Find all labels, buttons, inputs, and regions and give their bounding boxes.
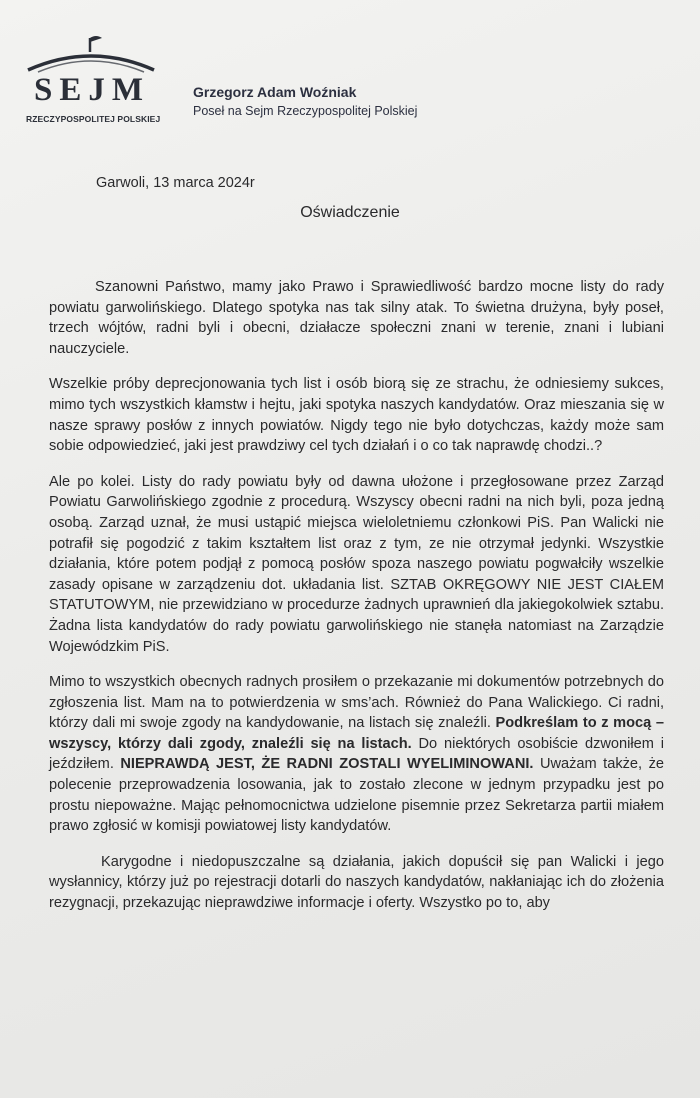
letter-body [49,277,664,914]
paragraph-1: Szanowni Państwo, mamy jako Prawo i Sprawiedliwość bardzo mocne listy do rady powiatu garwolińskiego. Dlatego spotyka nas tak silny atak. To świetna drużyna, były poseł, trzech wójtów, radni byli i obecni, działacze społeczni znani w terenie, znani i lubiani nauczyciele. [49,279,664,357]
paragraph-4-text-a: Mimo to wszystkich obecnych radnych prosiłem o przekazanie mi dokumentów potrzebnych do zgłoszenia list. Mam na to potwierdzenia w sms’ach. Również do Pana Walickiego. Ci radni, którzy dali mi swoje zgody na kandydowanie, na listach się znaleźli. [49,674,664,732]
paragraph-5: Karygodne i niedopuszczalne są działania, jakich dopuścił się pan Walicki i jego wysłannicy, którzy już po rejestracji dotarli do naszych kandydatów, nakłaniając ich do złożenia rezygnacji, przekazując nieprawdziwe informacje i oferty. Wszystko po to, aby [49,853,664,912]
paragraph-4-text-b: Do niektórych osobiście dzwoniłem i jeździłem. [49,735,664,773]
paragraph-4-emphasis-b: NIEPRAWDĄ JEST, ŻE RADNI ZOSTALI WYELIMINOWANI. [120,756,534,773]
letter-date: Garwoli, 13 marca 2024r [96,175,255,191]
logo-wordmark: SEJM [33,72,150,108]
paragraph-4 [49,672,664,837]
paragraph-4-text-c: Uważam także, że polecenie przeprowadzenia losowania, jak to zostało zlecone w jednym przypadku jest po prostu niepoważne. Mając pełnomocnictwa udzielone pisemnie przez Sekretarza partii miałem prawo zgłosić w komisji powiatowej listy kandydatów. [49,756,664,835]
author-name: Grzegorz Adam Woźniak [193,84,357,100]
logo-subtitle: RZECZYPOSPOLITEJ POLSKIEJ [26,114,161,124]
letter-title: Oświadczenie [300,204,400,221]
paragraph-4-emphasis-a: Podkreślam to z mocą – wszyscy, którzy dali zgody, znaleźli się na listach. [49,715,664,752]
paragraph-3: Ale po kolei. Listy do rady powiatu były od dawna ułożone i przegłosowane przez Zarząd Powiatu Garwolińskiego zgodnie z procedurą. Wszyscy obecni radni na nich byli, poza jedną osobą. Zarząd uznał, że musi ustąpić miejsca wieloletniemu członkowi PiS. Pan Walicki nie potrafił się pogodzić z takim kształtem list oraz z tym, ze nie otrzymał jedynki. Wszystkie działania, które potem podjął z pomocą posłów spoza naszego powiatu pogwałciły wszelkie zasady opisane w zarządzeniu dot. układania list. SZTAB OKRĘGOWY NIE JEST CIAŁEM STATUTOWYM, nie przewidziano w procedurze żadnych uprawnień dla jakiegokolwiek sztabu. Żadna lista kandydatów do rady powiatu garwolińskiego nie stanęła natomiast na Zarządzie Wojewódzkim PiS. [49,473,664,655]
author-role: Poseł na Sejm Rzeczypospolitej Polskiej [193,104,418,118]
sejm-logo [24,28,159,128]
paragraph-2: Wszelkie próby deprecjonowania tych list i osób biorą się ze strachu, że odniesiemy sukces, mimo tych wszystkich kłamstw i hejtu, jaki spotyka naszych kandydatów. Oraz mieszania się w nasze sprawy posłów z innych powiatów. Nigdy tego nie było dotychczas, każdy może sam sobie odpowiedzieć, jaki jest prawdziwy cel tych działań i o co tak naprawdę chodzi..? [49,376,664,455]
